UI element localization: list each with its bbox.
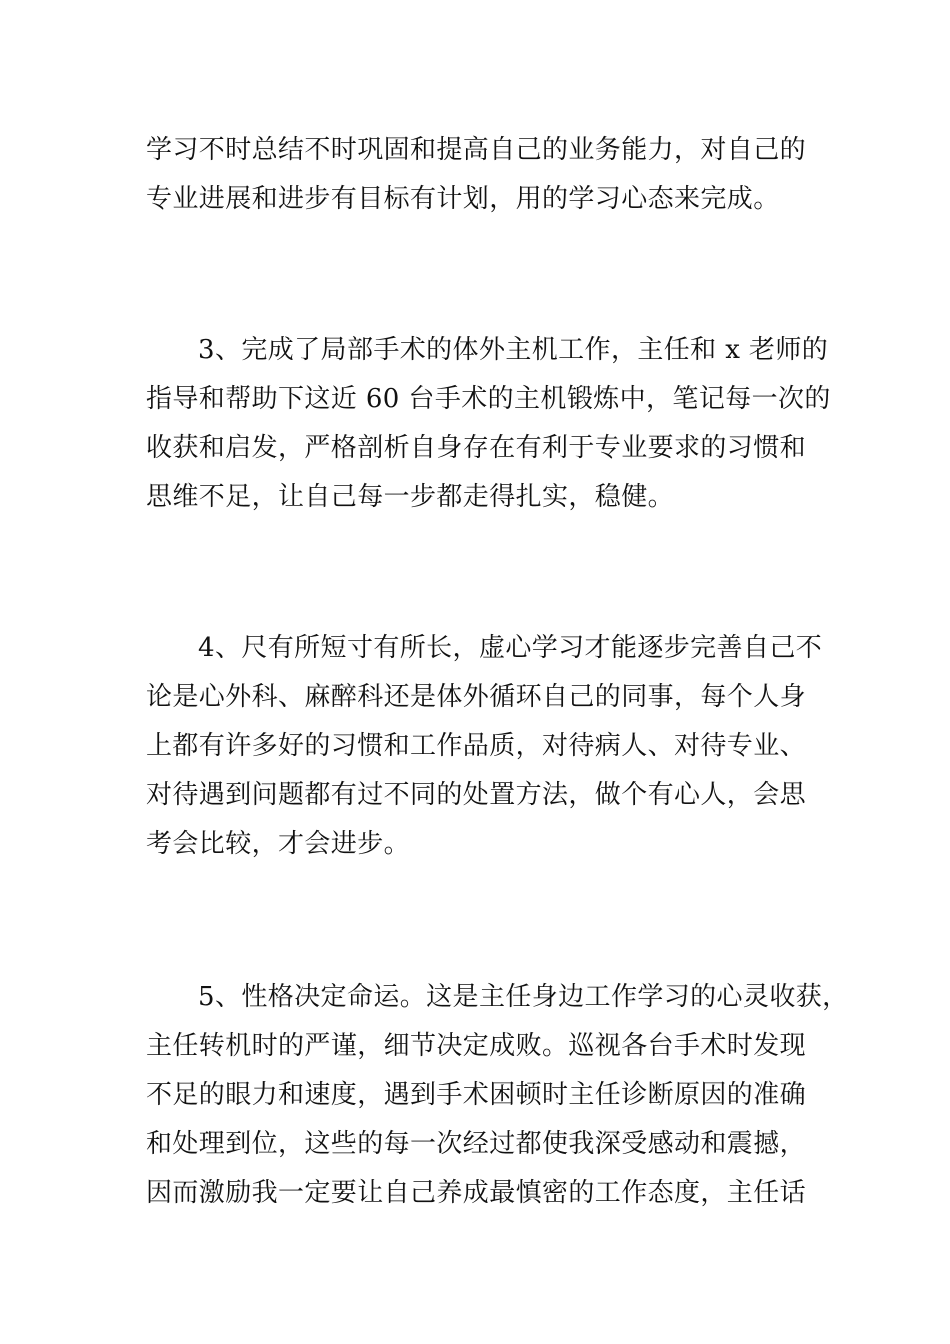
text-line: 学习不时总结不时巩固和提高自己的业务能力，对自己的	[146, 135, 807, 165]
text-line: 收获和启发，严格剖析自身存在有利于专业要求的习惯和	[146, 433, 807, 463]
paragraph-item-3	[146, 326, 836, 522]
text-line: 专业进展和进步有目标有计划，用的学习心态来完成。	[146, 184, 780, 214]
text-line: 上都有许多好的习惯和工作品质，对待病人、对待专业、	[146, 731, 807, 761]
text-line: 4、尺有所短寸有所长，虚心学习才能逐步完善自己不	[198, 633, 823, 663]
text-line: 不足的眼力和速度，遇到手术困顿时主任诊断原因的准确	[146, 1080, 807, 1110]
paragraph-continuation	[146, 126, 836, 224]
text-line: 主任转机时的严谨，细节决定成败。巡视各台手术时发现	[146, 1031, 807, 1061]
text-line: 3、完成了局部手术的体外主机工作，主任和 x 老师的	[198, 335, 829, 365]
paragraph-item-5	[146, 973, 849, 1218]
text-line: 思维不足，让自己每一步都走得扎实，稳健。	[146, 482, 675, 512]
text-line: 考会比较，才会进步。	[146, 829, 411, 859]
text-line: 因而激励我一定要让自己养成最慎密的工作态度，主任话	[146, 1178, 807, 1208]
text-line: 对待遇到问题都有过不同的处置方法，做个有心人，会思	[146, 780, 807, 810]
text-line: 论是心外科、麻醉科还是体外循环自己的同事，每个人身	[146, 682, 807, 712]
paragraph-item-4	[146, 624, 836, 869]
text-line: 指导和帮助下这近 60 台手术的主机锻炼中，笔记每一次的	[146, 384, 831, 414]
text-line: 和处理到位，这些的每一次经过都使我深受感动和震撼，	[146, 1129, 807, 1159]
text-line: 5、性格决定命运。这是主任身边工作学习的心灵收获，	[198, 982, 849, 1012]
